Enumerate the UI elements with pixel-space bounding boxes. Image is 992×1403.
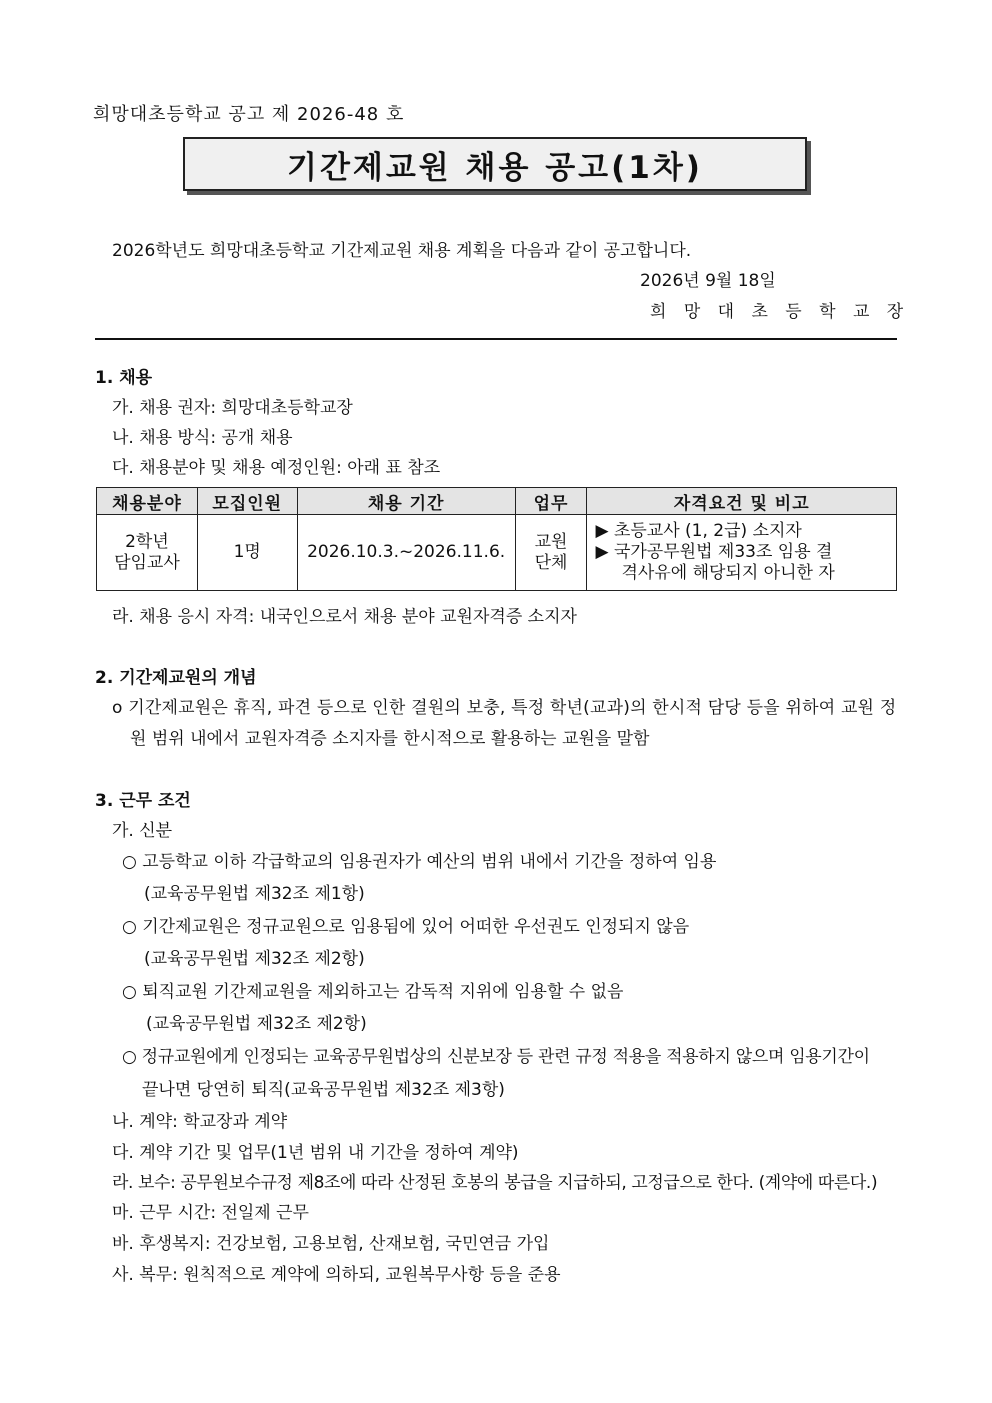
section1-heading: 1. 채용 — [95, 368, 153, 388]
requirements-cell — [587, 515, 897, 591]
requirement-1: ▶ 초등교사 (1, 2급) 소지자 — [595, 521, 802, 541]
table-header: 모집인원 — [197, 488, 297, 515]
table-row — [97, 515, 897, 591]
section3-ra: 라. 보수: 공무원보수규정 제8조에 따라 산정된 호봉의 봉급을 지급하되, 고정급으로 한다. (계약에 따른다.) — [112, 1173, 878, 1193]
section1-item-ga: 가. 채용 권자: 희망대초등학교장 — [112, 398, 353, 418]
recruitment-table — [96, 487, 897, 591]
section3-bullet4: ○ 정규교원에게 인정되는 교육공무원법상의 신분보장 등 관련 규정 적용을 적용하지 않으며 임용기간이 — [122, 1047, 870, 1067]
section2-heading: 2. 기간제교원의 개념 — [95, 668, 257, 688]
section3-bullet2-ref: (교육공무원법 제32조 제2항) — [144, 949, 365, 969]
count-cell: 1명 — [197, 515, 297, 591]
table-header: 채용분야 — [97, 488, 198, 515]
duty-cell — [515, 515, 587, 591]
section3-ba: 바. 후생복지: 건강보험, 고용보험, 산재보험, 국민연금 가입 — [112, 1234, 550, 1254]
section2-line2: 원 범위 내에서 교원자격증 소지자를 한시적으로 활용하는 교원을 말함 — [130, 729, 650, 749]
field-line: 2학년 — [125, 531, 169, 552]
field-line: 담임교사 — [114, 552, 180, 573]
title-box — [183, 137, 807, 191]
section3-bullet1: ○ 고등학교 이하 각급학교의 임용권자가 예산의 범위 내에서 기간을 정하여 임용 — [122, 852, 717, 872]
section3-bullet4-cont: 끝나면 당연히 퇴직(교육공무원법 제32조 제3항) — [142, 1080, 505, 1100]
notice-number: 희망대초등학교 공고 제 2026-48 호 — [93, 104, 405, 125]
section3-ma: 마. 근무 시간: 전일제 근무 — [112, 1203, 309, 1223]
section3-bullet1-ref: (교육공무원법 제32조 제1항) — [144, 884, 365, 904]
divider — [95, 338, 897, 340]
field-cell — [97, 515, 198, 591]
section3-na: 나. 계약: 학교장과 계약 — [112, 1112, 288, 1132]
section3-da: 다. 계약 기간 및 업무(1년 범위 내 기간을 정하여 계약) — [112, 1143, 519, 1163]
section1-item-da: 다. 채용분야 및 채용 예정인원: 아래 표 참조 — [112, 458, 441, 478]
table-header-row — [97, 488, 897, 515]
period-cell: 2026.10.3.~2026.11.6. — [297, 515, 515, 591]
requirement-2-cont: 격사유에 해당되지 아니한 자 — [621, 563, 835, 583]
page-title: 기간제교원 채용 공고(1차) — [287, 149, 703, 186]
section3-bullet3: ○ 퇴직교원 기간제교원을 제외하고는 감독적 지위에 임용할 수 없음 — [122, 982, 624, 1002]
signer: 희 망 대 초 등 학 교 장 — [650, 302, 910, 322]
section1-item-na: 나. 채용 방식: 공개 채용 — [112, 428, 293, 448]
section3-ga: 가. 신분 — [112, 821, 173, 841]
table-header: 자격요건 및 비고 — [587, 488, 897, 515]
section3-sa: 사. 복무: 원칙적으로 계약에 의하되, 교원복무사항 등을 준용 — [112, 1265, 561, 1285]
duty-line: 단체 — [534, 552, 568, 573]
section1-item-ra: 라. 채용 응시 자격: 내국인으로서 채용 분야 교원자격증 소지자 — [112, 607, 577, 627]
table-header: 업무 — [515, 488, 587, 515]
section3-heading: 3. 근무 조건 — [95, 791, 191, 811]
section2-line1: o 기간제교원은 휴직, 파견 등으로 인한 결원의 보충, 특정 학년(교과)의 한시적 담당 등을 위하여 교원 정 — [112, 698, 897, 718]
duty-line: 교원 — [534, 531, 568, 552]
notice-date: 2026년 9월 18일 — [640, 271, 776, 291]
table-header: 채용 기간 — [297, 488, 515, 515]
section3-bullet3-ref: (교육공무원법 제32조 제2항) — [146, 1014, 367, 1034]
requirement-2: ▶ 국가공무원법 제33조 임용 결 — [595, 542, 833, 562]
intro-text: 2026학년도 희망대초등학교 기간제교원 채용 계획을 다음과 같이 공고합니다. — [112, 241, 692, 261]
section3-bullet2: ○ 기간제교원은 정규교원으로 임용됨에 있어 어떠한 우선권도 인정되지 않음 — [122, 917, 690, 937]
